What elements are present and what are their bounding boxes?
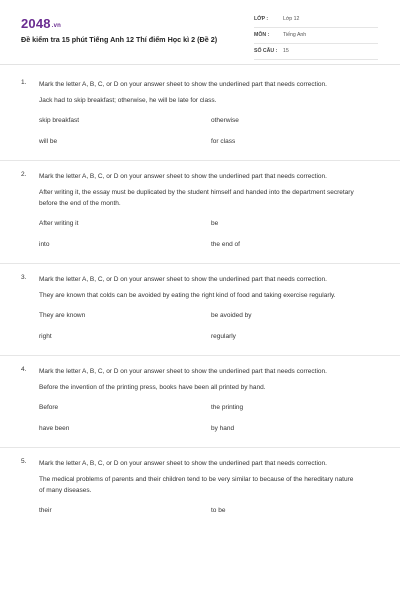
divider <box>0 355 400 356</box>
divider <box>0 447 400 448</box>
answer-option-a[interactable]: skip breakfast <box>39 117 80 124</box>
document-meta <box>254 16 378 64</box>
meta-value: 15 <box>283 48 289 54</box>
meta-key: LỚP : <box>254 16 269 22</box>
answer-options <box>39 502 360 544</box>
question-number: 3. <box>21 274 27 281</box>
meta-key: MÔN : <box>254 32 270 38</box>
answer-options <box>39 112 360 154</box>
question-item <box>0 458 400 544</box>
question-sentence: After writing it, the essay must be duplicated by the student himself and handed into the department secretary before the end of the month. <box>39 189 354 207</box>
meta-row-class <box>254 16 378 28</box>
question-sentence: Before the invention of the printing press, books have been all printed by hand. <box>39 384 266 391</box>
question-item <box>0 171 400 257</box>
answer-option-b[interactable]: otherwise <box>211 117 239 124</box>
answer-option-a[interactable]: Before <box>39 404 59 411</box>
question-item <box>0 274 400 349</box>
divider <box>0 160 400 161</box>
answer-option-b[interactable]: to be <box>211 507 226 514</box>
answer-option-d[interactable]: for class <box>211 138 236 145</box>
answer-option-b[interactable]: be <box>211 220 219 227</box>
question-number: 2. <box>21 171 27 178</box>
question-sentence: The medical problems of parents and their children tend to be very similar to because of the hereditary nature of many diseases. <box>39 476 354 494</box>
document-title: Đề kiểm tra 15 phút Tiếng Anh 12 Thí điểm Học kì 2 (Đề 2) <box>21 35 218 44</box>
meta-value: Lớp 12 <box>283 16 300 22</box>
answer-option-d[interactable]: by hand <box>211 425 235 432</box>
question-sentence: Jack had to skip breakfast; otherwise, he will be late for class. <box>39 97 217 104</box>
logo-text: 2048 <box>21 16 51 31</box>
meta-key: SỐ CÂU : <box>254 48 278 54</box>
question-number: 5. <box>21 458 27 465</box>
answer-option-d[interactable]: regularly <box>211 333 236 340</box>
answer-option-a[interactable]: their <box>39 507 52 514</box>
answer-option-d[interactable]: the end of <box>211 241 240 248</box>
site-logo[interactable] <box>21 16 61 31</box>
answer-option-c[interactable]: have been <box>39 425 70 432</box>
question-prompt: Mark the letter A, B, C, or D on your answer sheet to show the underlined part that needs correction. <box>39 276 327 283</box>
document-header <box>0 0 400 65</box>
question-number: 4. <box>21 366 27 373</box>
meta-row-count <box>254 48 378 60</box>
meta-value: Tiếng Anh <box>283 32 307 38</box>
answer-option-a[interactable]: After writing it <box>39 220 79 227</box>
question-sentence: They are known that colds can be avoided by eating the right kind of food and taking exercise regularly. <box>39 292 336 299</box>
answer-option-b[interactable]: be avoided by <box>211 312 252 319</box>
answer-option-b[interactable]: the printing <box>211 404 244 411</box>
answer-option-a[interactable]: They are known <box>39 312 86 319</box>
answer-options <box>39 215 360 257</box>
answer-option-c[interactable]: right <box>39 333 52 340</box>
question-prompt: Mark the letter A, B, C, or D on your answer sheet to show the underlined part that needs correction. <box>39 460 327 467</box>
question-prompt: Mark the letter A, B, C, or D on your answer sheet to show the underlined part that needs correction. <box>39 81 327 88</box>
answer-option-c[interactable]: will be <box>39 138 58 145</box>
question-item <box>0 79 400 154</box>
question-item <box>0 366 400 441</box>
question-list <box>0 64 400 544</box>
question-prompt: Mark the letter A, B, C, or D on your answer sheet to show the underlined part that needs correction. <box>39 368 327 375</box>
question-prompt: Mark the letter A, B, C, or D on your answer sheet to show the underlined part that needs correction. <box>39 173 327 180</box>
divider <box>0 263 400 264</box>
question-number: 1. <box>21 79 27 86</box>
answer-options <box>39 399 360 441</box>
meta-row-subject <box>254 32 378 44</box>
answer-option-c[interactable]: into <box>39 241 50 248</box>
answer-options <box>39 307 360 349</box>
logo-suffix: .vn <box>51 23 62 29</box>
